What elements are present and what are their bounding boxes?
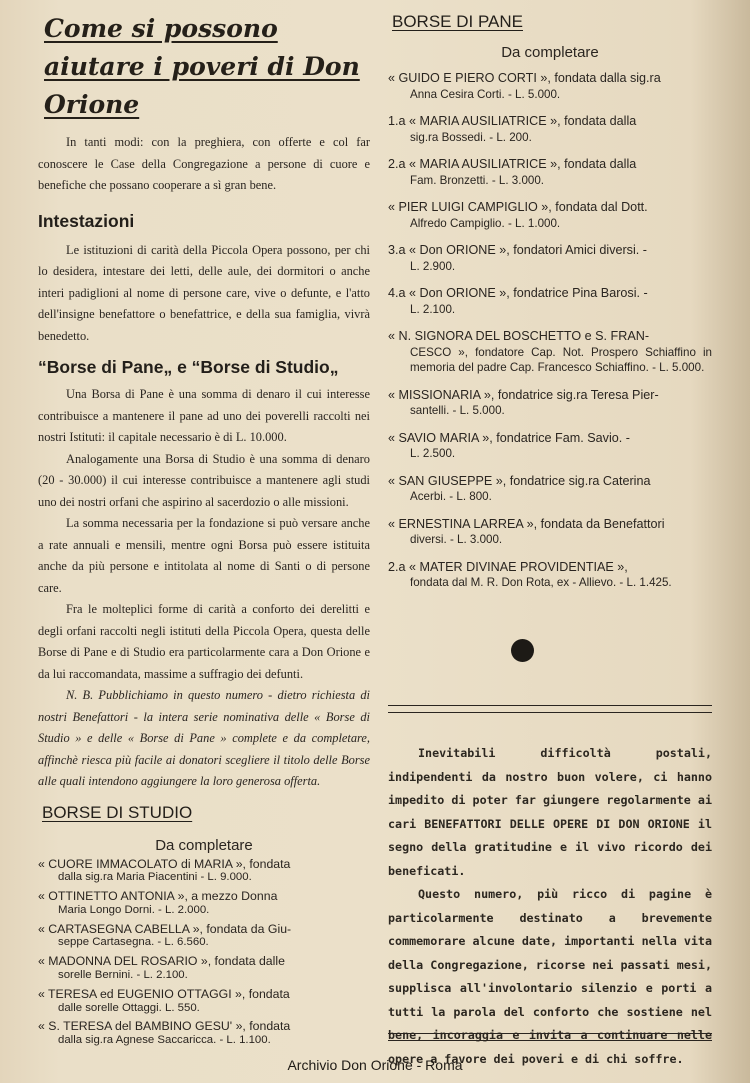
borse-studio-subheading: Da completare <box>155 836 253 854</box>
divider-rule <box>388 1033 712 1034</box>
list-item-title: « SAN GIUSEPPE », fondatrice sig.ra Caterina <box>388 473 651 488</box>
page-title: Come si possono aiutare i poveri di Don Orione <box>44 14 360 119</box>
list-item <box>38 858 370 886</box>
borse-pane-heading: BORSE DI PANE <box>392 12 523 31</box>
list-item-title: « GUIDO E PIERO CORTI », fondata dalla sig.ra <box>388 71 661 85</box>
list-item-detail: Alfredo Campiglio. - L. 1.000. <box>410 216 561 230</box>
list-item <box>388 243 712 274</box>
list-item-title: « N. SIGNORA DEL BOSCHETTO e S. FRAN- <box>388 329 650 343</box>
list-item <box>38 923 370 951</box>
intro-paragraph: In tanti modi: con la preghiera, con offerte e col far conoscere le Case della Congregazione a persone di cuore e benefiche che possano cooperare a sì gran bene. <box>38 135 370 192</box>
divider-rule <box>388 1040 712 1041</box>
list-item-detail: Fam. Bronzetti. - L. 3.000. <box>410 173 545 187</box>
list-item-title: « MADONNA DEL ROSARIO », fondata dalle <box>38 954 285 969</box>
intestazioni-paragraph: Le istituzioni di carità della Piccola Opera possono, per chi lo desidera, intestare dei letti, delle aule, dei dormitori o anche interi padiglioni al nome di persone care, vive o defunte, e l'atto dell'insigne benefattore o benefattrice, e della sua famiglia, vivrà benedetto. <box>38 242 370 343</box>
notice-paragraph-2: Questo numero, più ricco di pagine è particolarmente destinato a brevemente commemorare alcune date, importanti nella vita della Congregazione, ricorse nei passati mesi, supplisca all'involontario silenzio e porti a tutti la parola del conforto che sostiene nel bene, incoraggia e invita a continuare nelle opere a favore dei poveri e di chi soffre. <box>388 887 712 1066</box>
list-item <box>388 286 712 317</box>
list-item-title: « PIER LUIGI CAMPIGLIO », fondata dal Dott. <box>388 200 648 214</box>
divider-rule <box>388 705 712 706</box>
list-item <box>388 157 712 188</box>
list-item <box>388 388 712 419</box>
borse-paragraph-3: La somma necessaria per la fondazione si può versare anche a rate annuali e mensili, mentre ogni Borsa può essere istituita anche da più persone e intitolata al nome di Santi o di persone care. <box>38 516 370 595</box>
list-item <box>388 474 712 505</box>
list-item-detail: diversi. - L. 3.000. <box>410 533 503 546</box>
list-item-title: « SAVIO MARIA », fondatrice Fam. Savio. - <box>388 430 630 445</box>
list-item-title: 2.a « MARIA AUSILIATRICE », fondata dalla <box>388 157 637 171</box>
list-item-detail: L. 2.900. <box>410 259 456 273</box>
notice-paragraph-1: Inevitabili difficoltà postali, indipendenti da nostro buon volere, ci hanno impedito di poter far giungere regolarmente ai cari BENEFATTORI DELLE OPERE DI DON ORIONE il segno della gratitudine e il vivo ricordo dei beneficati. <box>388 746 712 878</box>
list-item-title: 4.a « Don ORIONE », fondatrice Pina Barosi. - <box>388 286 648 300</box>
list-item <box>388 431 712 462</box>
list-item-detail: Acerbi. - L. 800. <box>410 490 492 503</box>
list-item-title: 3.a « Don ORIONE », fondatori Amici diversi. - <box>388 243 647 257</box>
bullet-ornament <box>511 639 534 662</box>
list-item-title: « CARTASEGNA CABELLA », fondata da Giu- <box>38 921 292 936</box>
divider-rule <box>388 712 712 713</box>
borse-pane-list <box>388 71 712 591</box>
list-item-title: « S. TERESA del BAMBINO GESU' », fondata <box>38 1019 291 1034</box>
borse-paragraph-1: Una Borsa di Pane è una somma di denaro il cui interesse contribuisce a mantenere il pane ad uno dei poverelli raccolti nei nostri Istituti: il capitale necessario è di L. 10.000. <box>38 387 370 444</box>
list-item <box>38 988 370 1016</box>
list-item-detail: sorelle Bernini. - L. 2.100. <box>58 969 188 982</box>
list-item-title: « ERNESTINA LARREA », fondata da Benefattori <box>388 516 665 531</box>
list-item-detail: Anna Cesira Corti. - L. 5.000. <box>410 87 561 101</box>
right-column <box>388 10 712 603</box>
list-item-title: « CUORE IMMACOLATO di MARIA », fondata <box>38 856 291 871</box>
borse-heading: “Borse di Pane„ e “Borse di Studio„ <box>38 357 339 377</box>
borse-studio-heading: BORSE DI STUDIO <box>42 802 193 822</box>
list-item-detail: santelli. - L. 5.000. <box>410 404 505 417</box>
list-item-title: « OTTINETTO ANTONIA », a mezzo Donna <box>38 889 278 904</box>
list-item <box>388 71 712 102</box>
list-item-title: « MISSIONARIA », fondatrice sig.ra Teresa Pier- <box>388 387 659 402</box>
list-item <box>38 955 370 983</box>
list-item-detail: L. 2.500. <box>410 447 456 460</box>
list-item-title: 1.a « MARIA AUSILIATRICE », fondata dalla <box>388 114 637 128</box>
notice-box <box>388 742 712 1071</box>
list-item-detail: dalla sig.ra Maria Piacentini - L. 9.000. <box>58 871 252 884</box>
list-item-detail: sig.ra Bossedi. - L. 200. <box>410 130 532 144</box>
list-item <box>38 890 370 918</box>
list-item-detail: L. 2.100. <box>410 302 456 316</box>
list-item <box>388 114 712 145</box>
list-item <box>388 329 712 376</box>
borse-paragraph-2: Analogamente una Borsa di Studio è una somma di denaro (20 - 30.000) il cui interesse contribuisce a mantenere agli studi uno dei nostri orfani che aspirino al sacerdozio o alle missioni. <box>38 451 370 509</box>
borse-pane-subheading: Da completare <box>501 44 599 61</box>
list-item-detail: dalle sorelle Ottaggi. L. 550. <box>58 1001 200 1014</box>
borse-studio-list <box>38 858 370 1049</box>
intestazioni-heading: Intestazioni <box>38 210 135 231</box>
list-item-title: 2.a « MATER DIVINAE PROVIDENTIAE », <box>388 559 628 574</box>
list-item <box>388 560 712 591</box>
list-item-title: « TERESA ed EUGENIO OTTAGGI », fondata <box>38 986 290 1001</box>
list-item-detail: CESCO », fondatore Cap. Not. Prospero Schiaffino in memoria del padre Cap. Francesco Schiaffino. - L. 5.000. <box>410 345 712 374</box>
list-item-detail: fondata dal M. R. Don Rota, ex - Allievo. - L. 1.425. <box>410 576 672 589</box>
list-item <box>388 517 712 548</box>
list-item-detail: Maria Longo Dorni. - L. 2.000. <box>58 903 210 916</box>
borse-paragraph-4: Fra le molteplici forme di carità a conforto dei derelitti e degli orfani raccolti negli istituti della Piccola Opera, questa delle Borse di Pane e di Studio era particolarmente cara a Don Orione e da lui raccomandata, massime a suffragio dei defunti. <box>38 602 370 681</box>
list-item-detail: dalla sig.ra Agnese Saccaricca. - L. 1.100. <box>58 1034 271 1047</box>
left-column <box>38 10 370 1053</box>
list-item-detail: seppe Cartasegna. - L. 6.560. <box>58 936 209 949</box>
list-item <box>38 1020 370 1048</box>
list-item <box>388 200 712 231</box>
nb-paragraph: N. B. Pubblichiamo in questo numero - dietro richiesta di nostri Benefattori - la intera serie nominativa delle « Borse di Studio » e delle « Borse di Pane » complete e da completare, affinchè riesca più facile ai donatori scegliere il titolo delle Borse alle quali intendono aggiungere la loro generosa offerta. <box>38 688 370 788</box>
archive-footer: Archivio Don Orione - Roma <box>287 1057 463 1073</box>
